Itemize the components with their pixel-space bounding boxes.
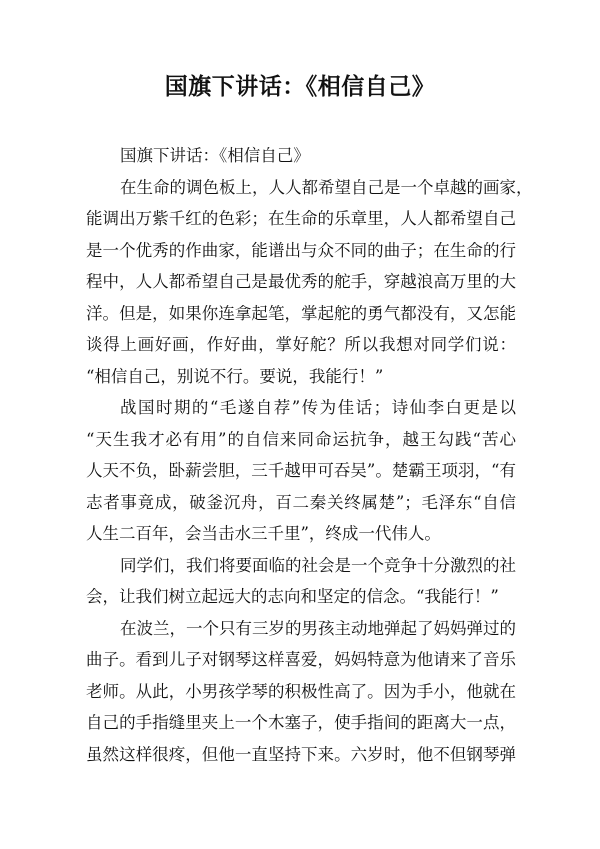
text-line: “天生我才必有用”的自信来同命运抗争，越王勾践“苦心 [86,429,516,449]
text-line: 虽然这样很疼，但他一直坚持下来。六岁时，他不但钢琴弹 [86,744,516,764]
text-line: 能调出万紫千红的色彩；在生命的乐章里，人人都希望自己 [86,209,516,228]
text-line: 谈得上画好画，作好曲，掌好舵？所以我想对同学们说： [86,335,516,354]
text-line: “相信自己，别说不行。要说，我能行！” [86,366,384,386]
text-line: 自己的手指缝里夹上一个木塞子，使手指间的距离大一点， [86,713,516,732]
text-line: 曲子。看到儿子对钢琴这样喜爱，妈妈特意为他请来了音乐 [86,650,516,669]
text-line: 战国时期的“毛遂自荐”传为佳话；诗仙李白更是以 [120,398,516,417]
text-line: 老师。从此，小男孩学琴的积极性高了。因为手小，他就在 [86,681,516,701]
text-line: 洋。但是，如果你连拿起笔，掌起舵的勇气都没有，又怎能 [86,303,516,323]
document-body [86,140,533,770]
text-line: 同学们，我们将要面临的社会是一个竞争十分激烈的社 [120,555,516,575]
text-line: 在生命的调色板上，人人都希望自己是一个卓越的画家， [120,177,533,197]
text-line: 会，让我们树立起远大的志向和坚定的信念。“我能行！” [86,587,499,606]
text-line: 志者事竟成，破釜沉舟，百二秦关终属楚”；毛泽东“自信 [86,492,516,512]
text-line: 在波兰，一个只有三岁的男孩主动地弹起了妈妈弹过的 [120,618,516,638]
text-line: 是一个优秀的作曲家，能谱出与众不同的曲子；在生命的行 [86,240,516,260]
text-line: 人天不负，卧薪尝胆，三千越甲可吞吴”。楚霸王项羽，“有 [86,461,516,480]
document-subtitle: 国旗下讲话：《相信自己》 [120,146,310,165]
text-line: 人生二百年，会当击水三千里”，终成一代伟人。 [86,524,441,543]
text-line: 程中，人人都希望自己是最优秀的舵手，穿越浪高万里的大 [86,272,516,291]
document-title: 国旗下讲话：《相信自己》 [164,73,436,100]
